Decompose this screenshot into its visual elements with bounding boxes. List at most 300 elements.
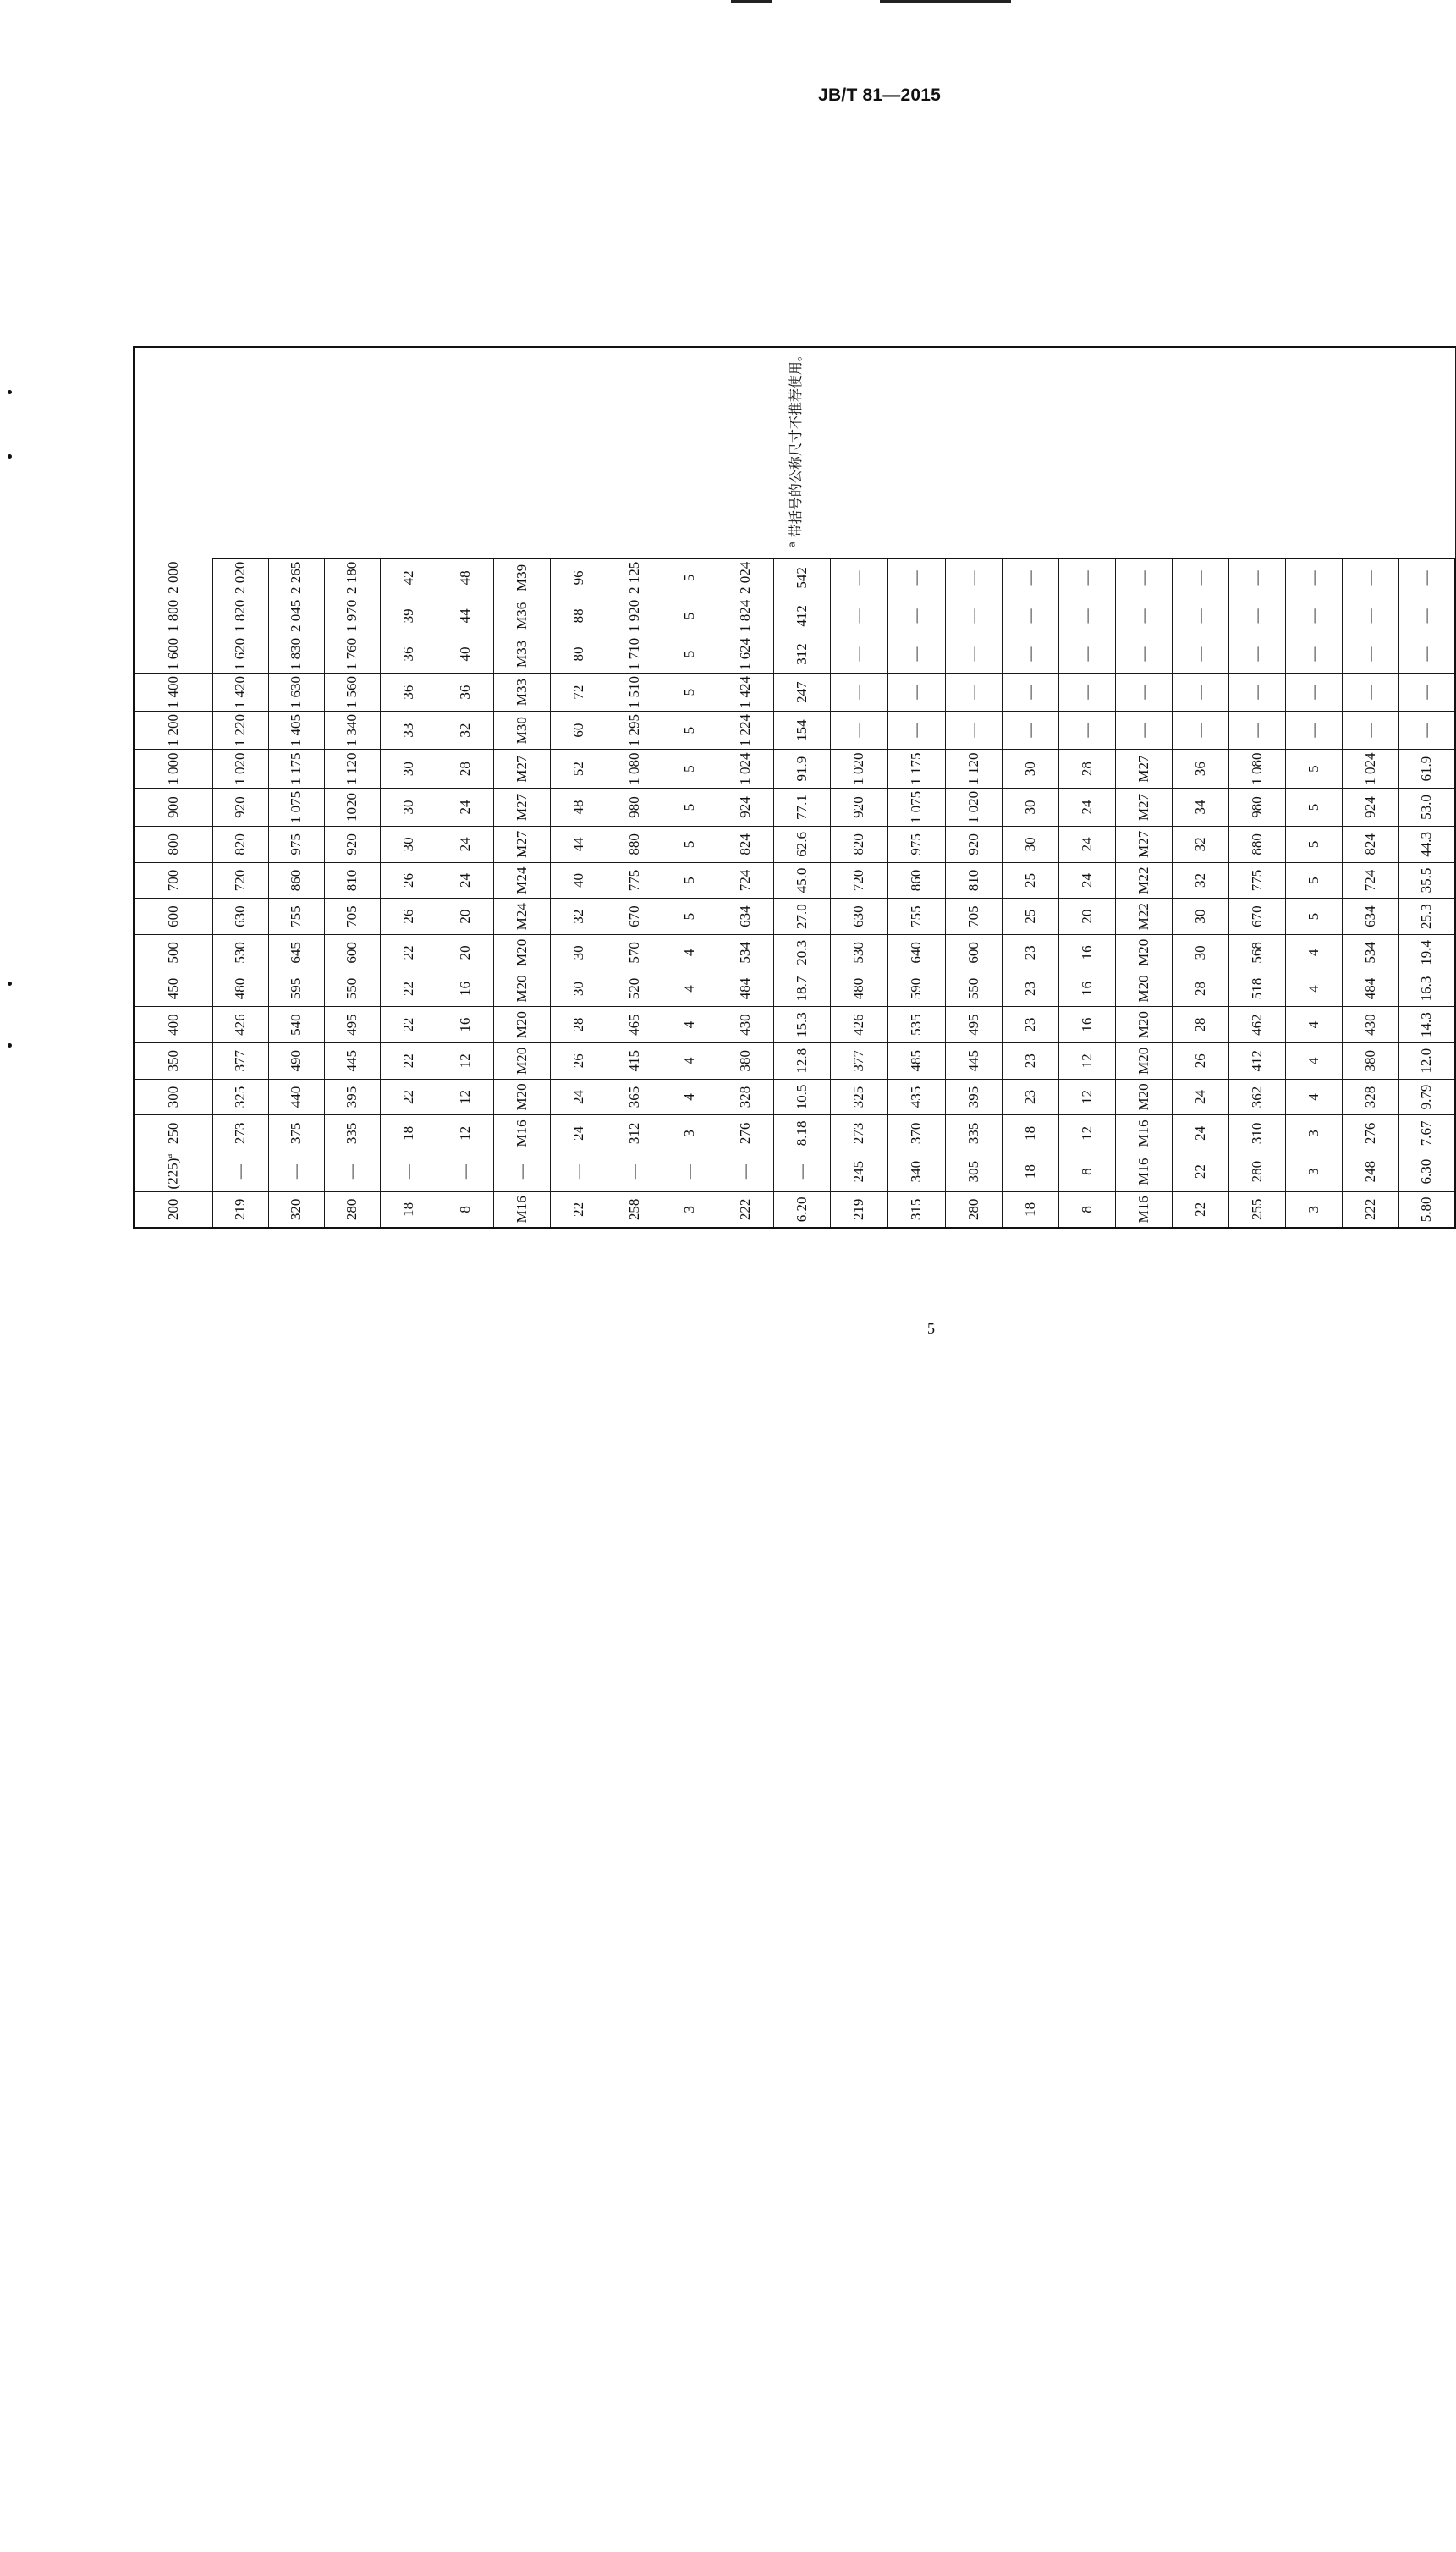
table-cell: 465 bbox=[607, 1007, 662, 1043]
table-cell: 670 bbox=[1228, 899, 1285, 935]
table-cell: 550 bbox=[945, 971, 1002, 1007]
table-cell: 530 bbox=[830, 935, 887, 971]
table-cell: 28 bbox=[550, 1007, 607, 1043]
table-cell: — bbox=[945, 597, 1002, 635]
table-cell: 18.7 bbox=[773, 971, 830, 1007]
table-cell: 10.5 bbox=[773, 1079, 830, 1115]
table-cell: 700 bbox=[134, 862, 212, 899]
table-cell: 6.20 bbox=[773, 1191, 830, 1228]
table-cell: 1 200 bbox=[134, 712, 212, 750]
table-cell: 39 bbox=[380, 597, 437, 635]
table-cell: 810 bbox=[324, 862, 380, 899]
table-cell: 1 020 bbox=[212, 750, 268, 789]
table-cell: 920 bbox=[945, 827, 1002, 863]
table-cell: 22 bbox=[380, 1007, 437, 1043]
table-cell: — bbox=[830, 674, 887, 712]
table-cell: 1 420 bbox=[212, 674, 268, 712]
table-cell: 16 bbox=[1058, 971, 1115, 1007]
table-cell: 590 bbox=[887, 971, 945, 1007]
table-cell: 412 bbox=[1228, 1042, 1285, 1079]
table-cell: 16 bbox=[1058, 935, 1115, 971]
table-cell: M20 bbox=[493, 935, 550, 971]
page-number: 5 bbox=[927, 1320, 935, 1337]
table-cell: 22 bbox=[380, 971, 437, 1007]
table-cell: 18 bbox=[1002, 1115, 1058, 1152]
table-cell: 32 bbox=[1172, 862, 1228, 899]
table-cell: 370 bbox=[887, 1115, 945, 1152]
table-cell: 325 bbox=[212, 1079, 268, 1115]
table-cell: 570 bbox=[607, 935, 662, 971]
table-cell: — bbox=[1228, 635, 1285, 673]
table-cell: — bbox=[1398, 558, 1455, 597]
table-cell: 328 bbox=[717, 1079, 773, 1115]
table-cell: 1 405 bbox=[268, 712, 324, 750]
table-cell: 435 bbox=[887, 1079, 945, 1115]
table-cell: 4 bbox=[662, 1007, 717, 1043]
table-cell: — bbox=[1115, 674, 1172, 712]
table-cell: — bbox=[1115, 558, 1172, 597]
table-cell: 820 bbox=[212, 827, 268, 863]
table-cell: 4 bbox=[662, 971, 717, 1007]
table-cell: 5 bbox=[662, 712, 717, 750]
table-cell: 310 bbox=[1228, 1115, 1285, 1152]
table-cell: 2 000 bbox=[134, 558, 212, 597]
table-cell: 415 bbox=[607, 1042, 662, 1079]
table-cell: 630 bbox=[830, 899, 887, 935]
table-cell: 30 bbox=[1172, 935, 1228, 971]
table-cell: — bbox=[1398, 597, 1455, 635]
table-cell: 2 020 bbox=[212, 558, 268, 597]
table-cell: 440 bbox=[268, 1079, 324, 1115]
table-cell: 32 bbox=[550, 899, 607, 935]
table-cell: 16 bbox=[437, 971, 493, 1007]
table-cell: — bbox=[1342, 597, 1398, 635]
table-cell: 72 bbox=[550, 674, 607, 712]
table-cell: — bbox=[493, 1152, 550, 1191]
table-cell: 25.3 bbox=[1398, 899, 1455, 935]
table-footnote bbox=[134, 347, 1455, 558]
table-cell: 22 bbox=[380, 1079, 437, 1115]
table-cell: 1 800 bbox=[134, 597, 212, 635]
margin-dot bbox=[8, 454, 12, 459]
table-cell: 273 bbox=[212, 1115, 268, 1152]
table-cell: 1 620 bbox=[212, 635, 268, 673]
table-cell: 755 bbox=[268, 899, 324, 935]
table-cell: — bbox=[1058, 635, 1115, 673]
table-cell: 430 bbox=[1342, 1007, 1398, 1043]
table-cell: 23 bbox=[1002, 971, 1058, 1007]
table-cell: 5 bbox=[662, 635, 717, 673]
table-cell: 28 bbox=[437, 750, 493, 789]
table-cell: 273 bbox=[830, 1115, 887, 1152]
table-cell: 20 bbox=[437, 899, 493, 935]
table-cell: 5 bbox=[1285, 788, 1342, 826]
table-cell: M27 bbox=[1115, 750, 1172, 789]
table-cell: 91.9 bbox=[773, 750, 830, 789]
table-cell: 48 bbox=[437, 558, 493, 597]
table-cell: 24 bbox=[437, 862, 493, 899]
table-cell: 1 075 bbox=[887, 788, 945, 826]
table-cell: 30 bbox=[1172, 899, 1228, 935]
table-cell: 26 bbox=[1172, 1042, 1228, 1079]
table-cell: 4 bbox=[662, 1042, 717, 1079]
table-cell: 30 bbox=[550, 935, 607, 971]
table-cell: 5 bbox=[662, 674, 717, 712]
footnote-text: 带括号的公称尺寸不推荐使用。 bbox=[787, 348, 804, 542]
table-cell: 724 bbox=[717, 862, 773, 899]
table-cell: 920 bbox=[212, 788, 268, 826]
table-cell: 258 bbox=[607, 1191, 662, 1228]
table-cell: 20.3 bbox=[773, 935, 830, 971]
table-cell: — bbox=[830, 712, 887, 750]
table-cell: 534 bbox=[1342, 935, 1398, 971]
table-cell: 247 bbox=[773, 674, 830, 712]
table-frame bbox=[133, 348, 1435, 2552]
table-cell: 2 125 bbox=[607, 558, 662, 597]
table-cell: 5 bbox=[1285, 862, 1342, 899]
table-cell: 924 bbox=[1342, 788, 1398, 826]
table-cell: 3 bbox=[1285, 1115, 1342, 1152]
table-cell: 8 bbox=[1058, 1191, 1115, 1228]
table-cell: 36 bbox=[437, 674, 493, 712]
table-cell: 1 175 bbox=[268, 750, 324, 789]
table-cell: 412 bbox=[773, 597, 830, 635]
table-cell: — bbox=[1115, 597, 1172, 635]
table-cell: 634 bbox=[1342, 899, 1398, 935]
table-cell: 568 bbox=[1228, 935, 1285, 971]
table-cell: — bbox=[887, 674, 945, 712]
table-cell: 975 bbox=[268, 827, 324, 863]
table-cell: 28 bbox=[1058, 750, 1115, 789]
table-cell: 2 180 bbox=[324, 558, 380, 597]
table-cell: 26 bbox=[380, 899, 437, 935]
table-cell: — bbox=[550, 1152, 607, 1191]
table-cell: 1020 bbox=[324, 788, 380, 826]
table-cell: 280 bbox=[1228, 1152, 1285, 1191]
table-cell: 5 bbox=[662, 750, 717, 789]
table-cell: 645 bbox=[268, 935, 324, 971]
table-cell: — bbox=[1285, 712, 1342, 750]
table-cell: 222 bbox=[717, 1191, 773, 1228]
standard-code: JB/T 81—2015 bbox=[818, 85, 941, 105]
table-cell: — bbox=[1398, 635, 1455, 673]
table-cell: 755 bbox=[887, 899, 945, 935]
table-cell: 12 bbox=[437, 1079, 493, 1115]
table-cell: 26 bbox=[380, 862, 437, 899]
table-cell: 30 bbox=[550, 971, 607, 1007]
table-cell: 12 bbox=[1058, 1079, 1115, 1115]
table-cell: M16 bbox=[1115, 1115, 1172, 1152]
table-cell: 630 bbox=[212, 899, 268, 935]
table-cell: 96 bbox=[550, 558, 607, 597]
table-cell: — bbox=[1172, 597, 1228, 635]
table-cell: — bbox=[830, 597, 887, 635]
table-cell: 12 bbox=[437, 1042, 493, 1079]
table-cell: 860 bbox=[268, 862, 324, 899]
table-cell: 20 bbox=[437, 935, 493, 971]
table-cell: — bbox=[1342, 712, 1398, 750]
table-cell: 4 bbox=[1285, 1079, 1342, 1115]
table-cell: M20 bbox=[493, 1042, 550, 1079]
table-cell: 35.5 bbox=[1398, 862, 1455, 899]
table-cell: 280 bbox=[324, 1191, 380, 1228]
table-cell: — bbox=[1058, 558, 1115, 597]
table-cell: 1 000 bbox=[134, 750, 212, 789]
table-cell: 4 bbox=[1285, 971, 1342, 1007]
table-cell: — bbox=[1285, 635, 1342, 673]
table-cell: 30 bbox=[1002, 788, 1058, 826]
table-cell: 1 560 bbox=[324, 674, 380, 712]
table-cell: 542 bbox=[773, 558, 830, 597]
table-cell: 395 bbox=[945, 1079, 1002, 1115]
table-cell: 34 bbox=[1172, 788, 1228, 826]
table-cell: 400 bbox=[134, 1007, 212, 1043]
table-cell: 377 bbox=[830, 1042, 887, 1079]
table-cell: — bbox=[945, 674, 1002, 712]
table-cell: 975 bbox=[887, 827, 945, 863]
table-cell: 24 bbox=[1058, 788, 1115, 826]
table-cell: 1 220 bbox=[212, 712, 268, 750]
table-cell: — bbox=[1285, 674, 1342, 712]
table-cell: 19.4 bbox=[1398, 935, 1455, 971]
table-cell: 518 bbox=[1228, 971, 1285, 1007]
table-cell: M30 bbox=[493, 712, 550, 750]
table-cell: — bbox=[437, 1152, 493, 1191]
table-cell: 280 bbox=[945, 1191, 1002, 1228]
table-cell: 600 bbox=[134, 899, 212, 935]
table-cell: 5 bbox=[662, 899, 717, 935]
table-cell: — bbox=[1342, 674, 1398, 712]
table-cell: 1 760 bbox=[324, 635, 380, 673]
table-cell: 1 075 bbox=[268, 788, 324, 826]
table-cell: 30 bbox=[1002, 750, 1058, 789]
table-cell: M20 bbox=[1115, 1007, 1172, 1043]
table-cell: 445 bbox=[945, 1042, 1002, 1079]
table-cell: 500 bbox=[134, 935, 212, 971]
table-cell: 670 bbox=[607, 899, 662, 935]
table-cell: — bbox=[1115, 635, 1172, 673]
table-cell: 880 bbox=[1228, 827, 1285, 863]
table-cell: 484 bbox=[717, 971, 773, 1007]
table-cell: 20 bbox=[1058, 899, 1115, 935]
table-cell: 30 bbox=[380, 788, 437, 826]
table-cell: 720 bbox=[830, 862, 887, 899]
table-cell: 1 224 bbox=[717, 712, 773, 750]
table-cell: M36 bbox=[493, 597, 550, 635]
footnote-mark: a bbox=[786, 542, 798, 547]
table-cell: 534 bbox=[717, 935, 773, 971]
table-cell: 724 bbox=[1342, 862, 1398, 899]
table-cell: M24 bbox=[493, 862, 550, 899]
table-cell: 4 bbox=[1285, 1042, 1342, 1079]
flange-dimension-table bbox=[133, 346, 1456, 1229]
table-cell: 22 bbox=[380, 935, 437, 971]
table-cell: 32 bbox=[437, 712, 493, 750]
table-cell: 36 bbox=[1172, 750, 1228, 789]
table-cell: 24 bbox=[550, 1115, 607, 1152]
table-cell: 426 bbox=[212, 1007, 268, 1043]
table-cell: M20 bbox=[1115, 1042, 1172, 1079]
margin-dot bbox=[8, 1043, 12, 1048]
table-cell: 4 bbox=[662, 935, 717, 971]
table-cell: 25 bbox=[1002, 899, 1058, 935]
table-cell: 30 bbox=[380, 750, 437, 789]
table-cell: — bbox=[830, 558, 887, 597]
table-cell: 375 bbox=[268, 1115, 324, 1152]
table-cell: 222 bbox=[1342, 1191, 1398, 1228]
table-cell: 12 bbox=[1058, 1115, 1115, 1152]
table-cell: 450 bbox=[134, 971, 212, 1007]
table-cell: 18 bbox=[380, 1115, 437, 1152]
table-cell: 312 bbox=[607, 1115, 662, 1152]
table-cell: 12 bbox=[437, 1115, 493, 1152]
table-cell: 12.8 bbox=[773, 1042, 830, 1079]
table-cell: 315 bbox=[887, 1191, 945, 1228]
table-cell: 426 bbox=[830, 1007, 887, 1043]
table-cell: 485 bbox=[887, 1042, 945, 1079]
table-cell: 22 bbox=[550, 1191, 607, 1228]
table-cell: 600 bbox=[945, 935, 1002, 971]
table-cell: M20 bbox=[1115, 935, 1172, 971]
table-cell: 62.6 bbox=[773, 827, 830, 863]
table-cell: 154 bbox=[773, 712, 830, 750]
table-cell: — bbox=[1228, 558, 1285, 597]
table-cell: 12.0 bbox=[1398, 1042, 1455, 1079]
table-cell: 820 bbox=[830, 827, 887, 863]
table-cell: 18 bbox=[1002, 1191, 1058, 1228]
table-cell: 3 bbox=[1285, 1152, 1342, 1191]
table-cell: 5 bbox=[662, 862, 717, 899]
table-cell: — bbox=[1398, 712, 1455, 750]
table-cell: 1 020 bbox=[945, 788, 1002, 826]
table-cell: — bbox=[1172, 558, 1228, 597]
table-cell: — bbox=[887, 712, 945, 750]
table-cell: 44.3 bbox=[1398, 827, 1455, 863]
table-cell: — bbox=[773, 1152, 830, 1191]
table-cell: 5 bbox=[1285, 899, 1342, 935]
table-cell: 1 920 bbox=[607, 597, 662, 635]
table-cell: 45.0 bbox=[773, 862, 830, 899]
table-cell: M16 bbox=[1115, 1191, 1172, 1228]
table-cell: 48 bbox=[550, 788, 607, 826]
table-cell: 14.3 bbox=[1398, 1007, 1455, 1043]
table-cell: 1 830 bbox=[268, 635, 324, 673]
table-cell: 1 295 bbox=[607, 712, 662, 750]
table-cell: — bbox=[1228, 674, 1285, 712]
table-cell: 824 bbox=[1342, 827, 1398, 863]
table-cell: — bbox=[1228, 712, 1285, 750]
table-cell: 377 bbox=[212, 1042, 268, 1079]
table-cell: — bbox=[1002, 674, 1058, 712]
table-cell: — bbox=[1058, 597, 1115, 635]
table-cell: 530 bbox=[212, 935, 268, 971]
table-cell: 219 bbox=[830, 1191, 887, 1228]
table-cell: 9.79 bbox=[1398, 1079, 1455, 1115]
table-cell: 880 bbox=[607, 827, 662, 863]
table-cell: — bbox=[662, 1152, 717, 1191]
table-cell: 255 bbox=[1228, 1191, 1285, 1228]
table-cell: 30 bbox=[380, 827, 437, 863]
table-cell: 25 bbox=[1002, 862, 1058, 899]
nominal-size-cell bbox=[134, 1152, 212, 1191]
table-cell: 1 080 bbox=[1228, 750, 1285, 789]
table-cell: 22 bbox=[1172, 1152, 1228, 1191]
table-cell: — bbox=[268, 1152, 324, 1191]
table-cell: M33 bbox=[493, 674, 550, 712]
table-cell: 920 bbox=[324, 827, 380, 863]
table-cell: 1 510 bbox=[607, 674, 662, 712]
table-cell: 300 bbox=[134, 1079, 212, 1115]
table-cell: 1 624 bbox=[717, 635, 773, 673]
table-cell: 980 bbox=[1228, 788, 1285, 826]
table-cell: 5 bbox=[1285, 750, 1342, 789]
table-cell: — bbox=[887, 597, 945, 635]
table-cell: 16.3 bbox=[1398, 971, 1455, 1007]
table-cell: 30 bbox=[1002, 827, 1058, 863]
table-cell: 5.80 bbox=[1398, 1191, 1455, 1228]
nominal-size-value: (225) bbox=[165, 1158, 182, 1190]
table-field-row bbox=[134, 347, 212, 1228]
table-cell: 24 bbox=[550, 1079, 607, 1115]
table-cell: 40 bbox=[550, 862, 607, 899]
table-cell: 18 bbox=[1002, 1152, 1058, 1191]
table-cell: 980 bbox=[607, 788, 662, 826]
table-cell: 824 bbox=[717, 827, 773, 863]
table-cell: 8.18 bbox=[773, 1115, 830, 1152]
table-cell: 88 bbox=[550, 597, 607, 635]
table-cell: 5 bbox=[662, 558, 717, 597]
margin-dot bbox=[8, 390, 12, 394]
table-cell: 52 bbox=[550, 750, 607, 789]
table-cell: 276 bbox=[1342, 1115, 1398, 1152]
top-rule-left bbox=[731, 0, 772, 3]
table-cell: 640 bbox=[887, 935, 945, 971]
table-cell: 705 bbox=[324, 899, 380, 935]
table-cell: 36 bbox=[380, 674, 437, 712]
table-cell: 24 bbox=[1058, 827, 1115, 863]
table-cell: 325 bbox=[830, 1079, 887, 1115]
table-cell: 634 bbox=[717, 899, 773, 935]
table-cell: 5 bbox=[1285, 827, 1342, 863]
table-cell: — bbox=[1342, 635, 1398, 673]
table-cell: M20 bbox=[1115, 971, 1172, 1007]
table-cell: 24 bbox=[437, 827, 493, 863]
table-cell: 219 bbox=[212, 1191, 268, 1228]
table-cell: — bbox=[717, 1152, 773, 1191]
table-cell: 362 bbox=[1228, 1079, 1285, 1115]
table-cell: M20 bbox=[1115, 1079, 1172, 1115]
table-cell: 5 bbox=[662, 597, 717, 635]
table-cell: — bbox=[830, 635, 887, 673]
table-cell: — bbox=[1228, 597, 1285, 635]
table-cell: 495 bbox=[324, 1007, 380, 1043]
table-cell: 1 020 bbox=[830, 750, 887, 789]
table-cell: 6.30 bbox=[1398, 1152, 1455, 1191]
table-cell: 520 bbox=[607, 971, 662, 1007]
table-cell: 445 bbox=[324, 1042, 380, 1079]
table-cell: — bbox=[945, 712, 1002, 750]
table-cell: 3 bbox=[662, 1191, 717, 1228]
table-cell: — bbox=[887, 558, 945, 597]
table-cell: M27 bbox=[493, 827, 550, 863]
table-cell: — bbox=[1285, 558, 1342, 597]
top-rule-right bbox=[880, 0, 1011, 3]
table-cell: M16 bbox=[493, 1191, 550, 1228]
table-cell: 775 bbox=[607, 862, 662, 899]
table-cell: 920 bbox=[830, 788, 887, 826]
table-cell: 2 265 bbox=[268, 558, 324, 597]
table-cell: 380 bbox=[717, 1042, 773, 1079]
